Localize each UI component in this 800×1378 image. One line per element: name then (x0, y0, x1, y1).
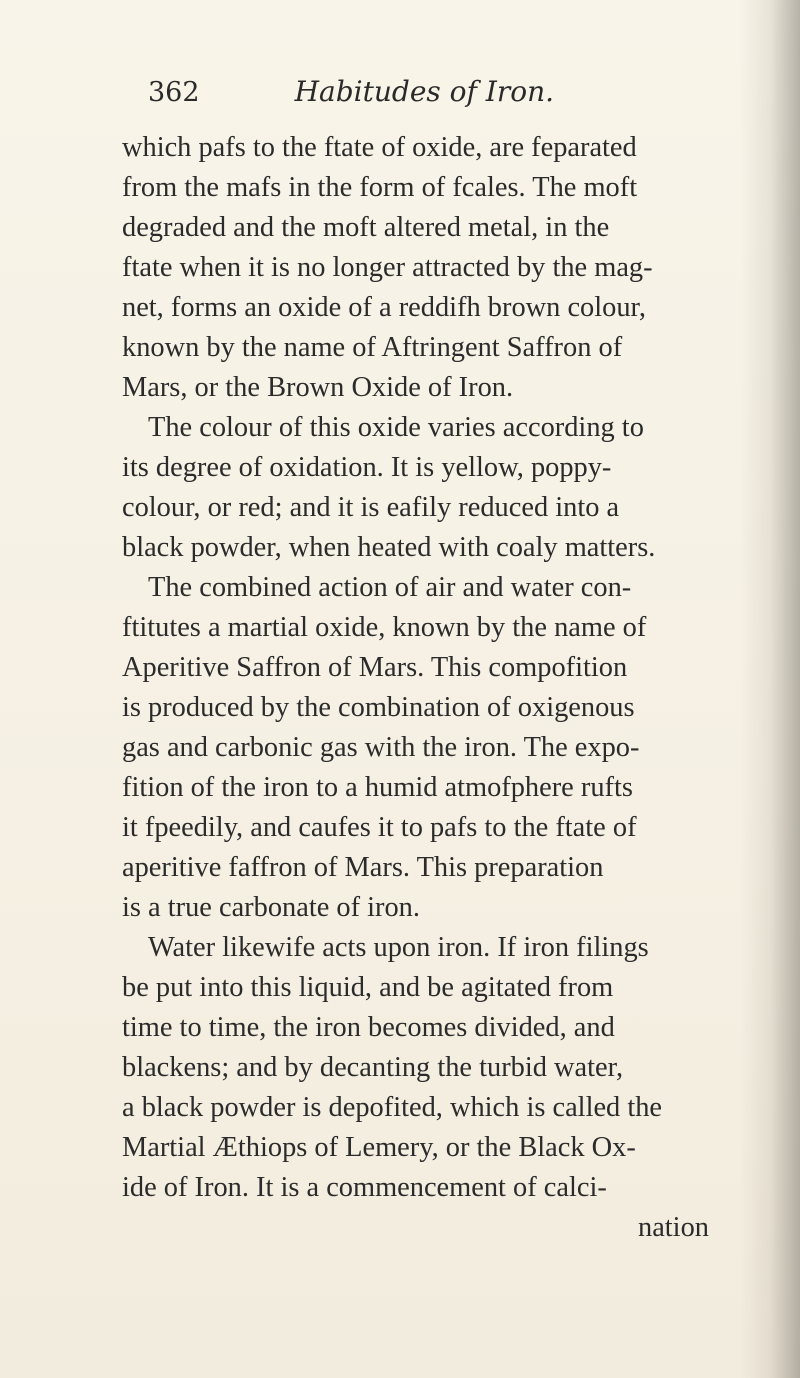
text-line: from the mafs in the form of fcales. The moft (122, 172, 638, 203)
text-line: blackens; and by decanting the turbid water, (122, 1052, 624, 1083)
text-line: colour, or red; and it is eafily reduced into a (122, 492, 620, 523)
text-line: be put into this liquid, and be agitated from (122, 972, 614, 1003)
text-line: ftitutes a martial oxide, known by the name of (122, 612, 647, 643)
text-line: aperitive faffron of Mars. This preparation (122, 852, 604, 883)
text-line: time to time, the iron becomes divided, and (122, 1012, 615, 1043)
page-header (148, 75, 554, 108)
text-line: is a true carbonate of iron. (122, 892, 420, 923)
text-line: net, forms an oxide of a reddifh brown colour, (122, 292, 646, 323)
text-line: Mars, or the Brown Oxide of Iron. (122, 372, 514, 403)
running-title: Habitudes of Iron. (294, 75, 555, 108)
text-line: is produced by the combination of oxigenous (122, 692, 635, 723)
text-line: it fpeedily, and caufes it to pafs to the ftate of (122, 812, 637, 843)
text-line: Aperitive Saffron of Mars. This compofition (122, 652, 628, 683)
text-line: known by the name of Aftringent Saffron of (122, 332, 623, 363)
text-line: Martial Æthiops of Lemery, or the Black Ox- (122, 1132, 636, 1163)
text-line: ftate when it is no longer attracted by the mag- (122, 252, 653, 283)
text-line: a black powder is depofited, which is called the (122, 1092, 663, 1123)
paragraph-start-line: The colour of this oxide varies according to (148, 412, 644, 443)
text-line: fition of the iron to a humid atmofphere rufts (122, 772, 633, 803)
catchword: nation (638, 1212, 709, 1243)
text-line: which pafs to the ftate of oxide, are feparated (122, 132, 637, 163)
text-line: black powder, when heated with coaly matters. (122, 532, 656, 563)
text-line: ide of Iron. It is a commencement of calci- (122, 1172, 607, 1203)
text-line: gas and carbonic gas with the iron. The expo- (122, 732, 640, 763)
text-line: degraded and the moft altered metal, in the (122, 212, 610, 243)
paragraph-start-line: The combined action of air and water con- (148, 572, 632, 603)
paragraph-start-line: Water likewife acts upon iron. If iron filings (148, 932, 649, 963)
page-number: 362 (148, 77, 200, 108)
text-line: its degree of oxidation. It is yellow, poppy- (122, 452, 612, 483)
